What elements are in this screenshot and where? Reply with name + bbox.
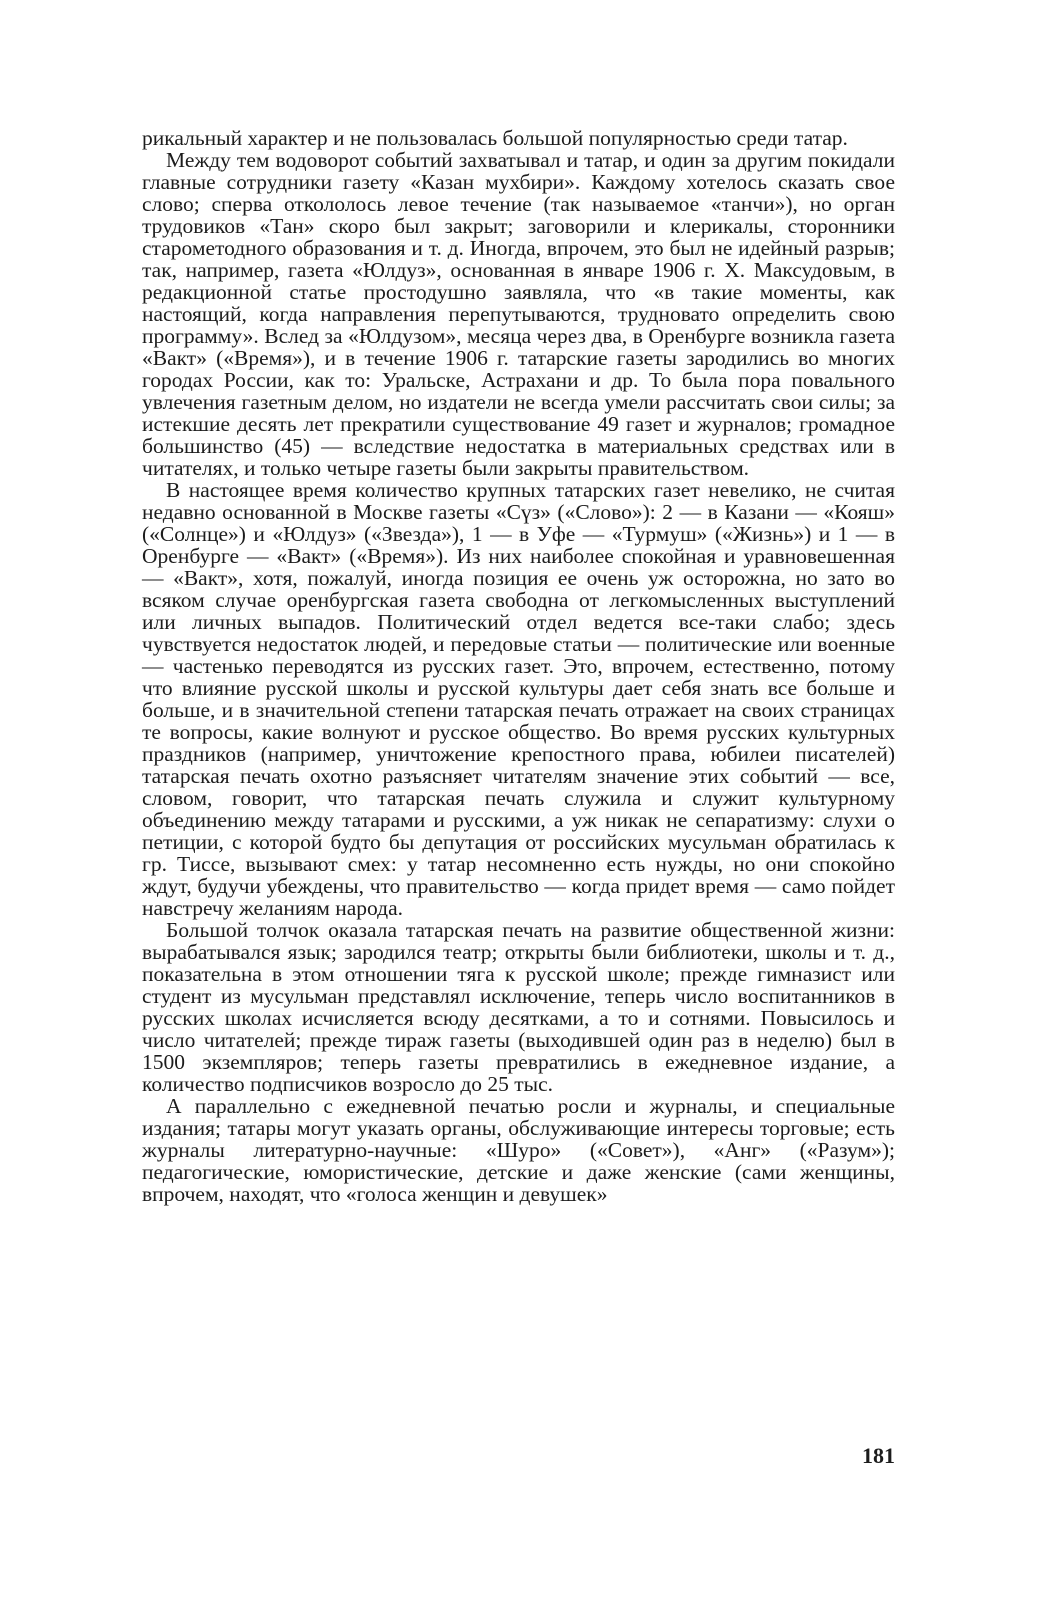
body-text: [142, 127, 895, 1205]
paragraph: Между тем водоворот событий захватывал и татар, и один за другим покидали главные сотрудники газету «Казан мухбири». Каждому хотелось сказать свое слово; сперва откололось левое течение (так называемое «танчи»), но орган трудовиков «Тан» скоро был закрыт; заговорили и клерикалы, сторонники старометодного образования и т. д. Иногда, впрочем, это был не идейный разрыв; так, например, газета «Юлдуз», основанная в январе 1906 г. Х. Максудовым, в редакционной статье простодушно заявляла, что «в такие моменты, как настоящий, когда направления перепутываются, трудновато определить свою программу». Вслед за «Юлдузом», месяца через два, в Оренбурге возникла газета «Вакт» («Время»), и в течение 1906 г. татарские газеты зародились во многих городах России, как то: Уральске, Астрахани и др. То была пора повального увлечения газетным делом, но издатели не всегда умели рассчитать свои силы; за истекшие десять лет прекратили существование 49 газет и журналов; громадное большинство (45) — вследствие недостатка в материальных средствах или в читателях, и только четыре газеты были закрыты правительством.: [142, 148, 895, 480]
paragraph: А параллельно с ежедневной печатью росли и журналы, и специальные издания; татары могут указать органы, обслуживающие интересы торговые; есть журналы литературно-научные: «Шуро» («Совет»), «Анг» («Разум»); педагогические, юмористические, детские и даже женские (сами женщины, впрочем, находят, что «голоса женщин и девушек»: [142, 1094, 895, 1206]
paragraph-continuation: рикальный характер и не пользовалась большой популярностью среди татар.: [142, 126, 848, 150]
paragraph: Большой толчок оказала татарская печать на развитие общественной жизни: вырабатывался язык; зародился театр; открыты были библиотеки, школы и т. д., показательна в этом отношении тяга к русской школе; прежде гимназист или студент из мусульман представлял исключение, теперь число воспитанников в русских школах исчисляется всюду десятками, а то и сотнями. Повысилось и число читателей; прежде тираж газеты (выходившей один раз в неделю) был в 1500 экземпляров; теперь газеты превратились в ежедневное издание, а количество подписчиков возросло до 25 тыс.: [142, 918, 895, 1096]
page-number: 181: [862, 1443, 895, 1468]
paragraph: В настоящее время количество крупных татарских газет невелико, не считая недавно основанной в Москве газеты «Сүз» («Слово»): 2 — в Казани — «Кояш» («Солнце») и «Юлдуз» («Звезда»), 1 — в Уфе — «Турмуш» («Жизнь») и 1 — в Оренбурге — «Вакт» («Время»). Из них наиболее спокойная и уравновешенная — «Вакт», хотя, пожалуй, иногда позиция ее очень уж осторожна, но зато во всяком случае оренбургская газета свободна от легкомысленных выступлений или личных выпадов. Политический отдел ведется все-таки слабо; здесь чувствуется недостаток людей, и передовые статьи — политические или военные — частенько переводятся из русских газет. Это, впрочем, естественно, потому что влияние русской школы и русской культуры дает себя знать все больше и больше, и в значительной степени татарская печать отражает на своих страницах те вопросы, какие волнуют и русское общество. Во время русских культурных праздников (например, уничтожение крепостного права, юбилеи писателей) татарская печать охотно разъясняет читателям значение этих событий — все, словом, говорит, что татарская печать служила и служит культурному объединению между татарами и русскими, а уж никак не сепаратизму: слухи о петиции, с которой будто бы депутация от российских мусульман обратилась к гр. Тиссе, вызывают смех: у татар несомненно есть нужды, но они спокойно ждут, будучи убеждены, что правительство — когда придет время — само пойдет навстречу желаниям народа.: [142, 478, 895, 920]
